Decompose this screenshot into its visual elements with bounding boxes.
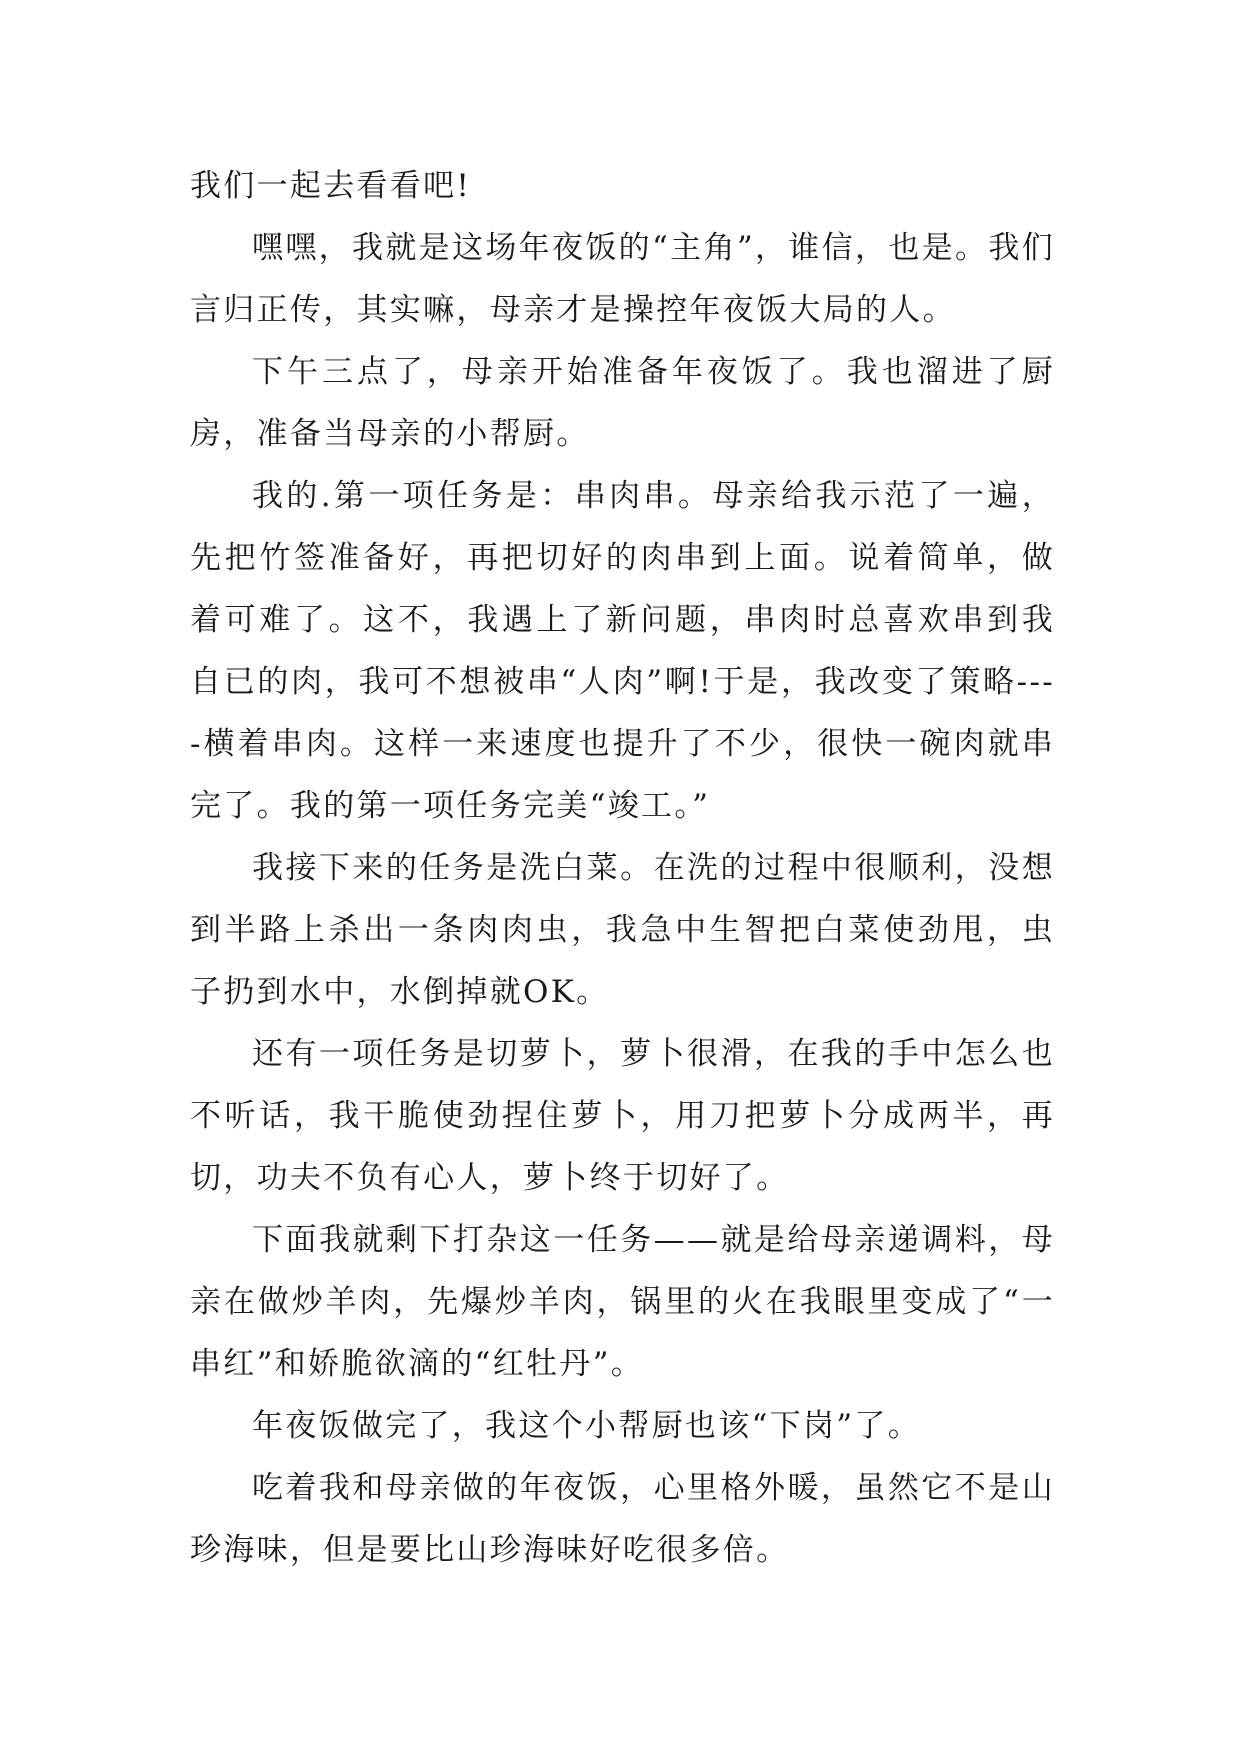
paragraph: 还有一项任务是切萝卜，萝卜很滑，在我的手中怎么也不听话，我干脆使劲捏住萝卜，用刀把萝卜分成两半，再切，功夫不负有心人，萝卜终于切好了。 (190, 1036, 1055, 1196)
document-body (190, 155, 1055, 1581)
paragraph: 吃着我和母亲做的年夜饭，心里格外暖，虽然它不是山珍海味，但是要比山珍海味好吃很多倍。 (190, 1470, 1055, 1568)
paragraph: 我的.第一项任务是：串肉串。母亲给我示范了一遍，先把竹签准备好，再把切好的肉串到上面。说着简单，做着可难了。这不，我遇上了新问题，串肉时总喜欢串到我自已的肉，我可不想被串“人肉”啊!于是，我改变了策略----横着串肉。这样一来速度也提升了不少，很快一碗肉就串完了。我的第一项任务完美“竣工。” (190, 478, 1055, 824)
paragraph: 下午三点了，母亲开始准备年夜饭了。我也溜进了厨房，准备当母亲的小帮厨。 (190, 354, 1055, 452)
paragraph-intro: 我们一起去看看吧! (190, 168, 472, 204)
paragraph: 嘿嘿，我就是这场年夜饭的“主角”，谁信，也是。我们言归正传，其实嘛，母亲才是操控年夜饭大局的人。 (190, 230, 1055, 328)
paragraph: 我接下来的任务是洗白菜。在洗的过程中很顺利，没想到半路上杀出一条肉肉虫，我急中生智把白菜使劲甩，虫子扔到水中，水倒掉就OK。 (190, 850, 1055, 1010)
paragraph: 年夜饭做完了，我这个小帮厨也该“下岗”了。 (252, 1408, 921, 1444)
paragraph: 下面我就剩下打杂这一任务——就是给母亲递调料，母亲在做炒羊肉，先爆炒羊肉，锅里的火在我眼里变成了“一串红”和娇脆欲滴的“红牡丹”。 (190, 1222, 1055, 1382)
